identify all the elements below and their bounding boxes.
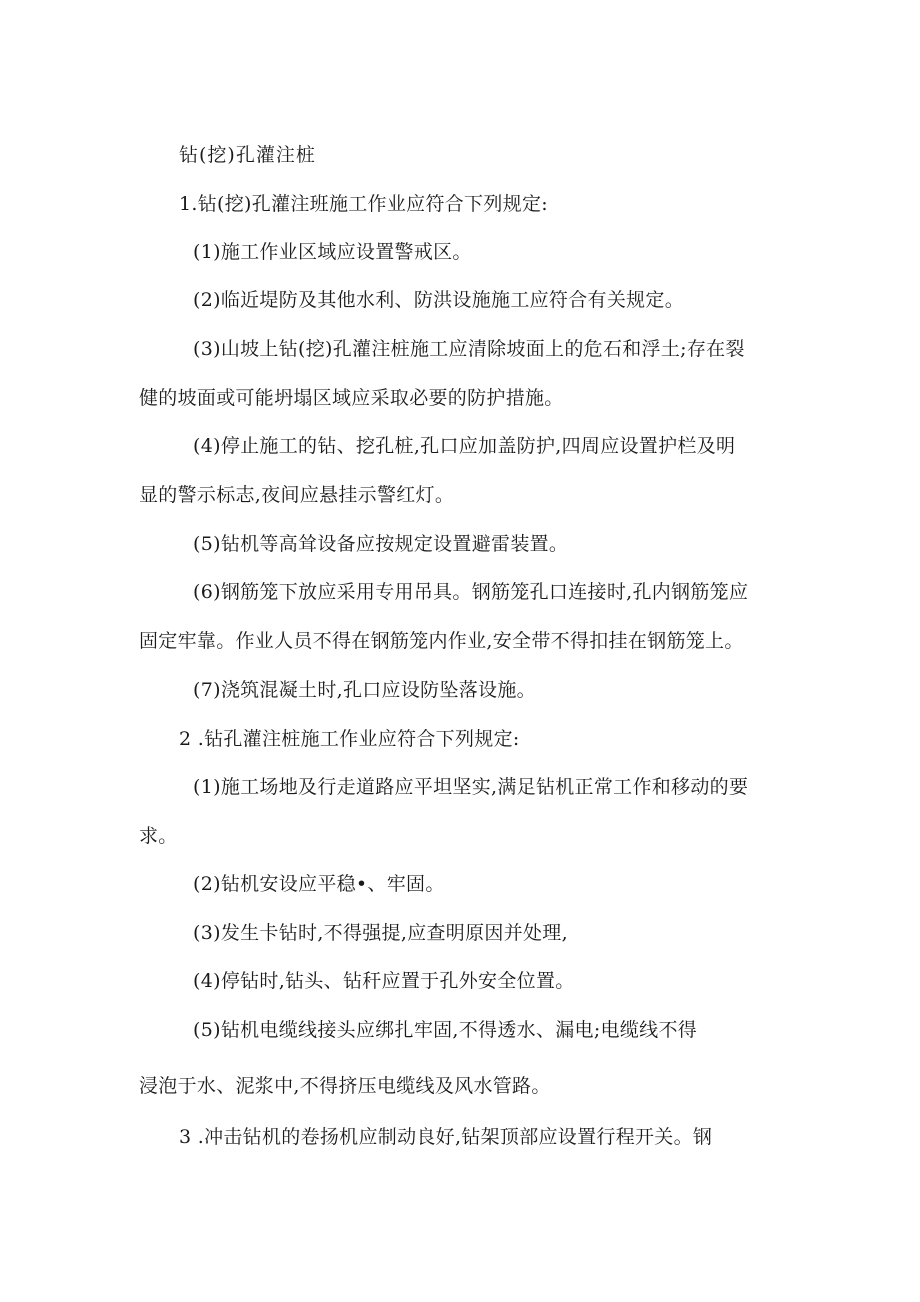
paragraph-line: 1.钻(挖)孔灌注班施工作业应符合下列规定: [179, 193, 548, 215]
paragraph-line: 求。 [139, 825, 178, 847]
paragraph-line: (5)钻机电缆线接头应绑扎牢固,不得透水、漏电;电缆线不得 [193, 1019, 698, 1041]
paragraph-line: (2)钻机安设应平稳•、牢固。 [193, 873, 445, 895]
paragraph-line: 健的坡面或可能坍塌区域应采取必要的防护措施。 [139, 387, 564, 409]
paragraph-line: (5)钻机等高耸设备应按规定设置避雷装置。 [193, 533, 569, 555]
paragraph-line: (1)施工场地及行走道路应平坦坚实,满足钻机正常工作和移动的要 [193, 776, 749, 798]
paragraph-line: (3)山坡上钻(挖)孔灌注桩施工应清除坡面上的危石和浮土;存在裂 [193, 338, 745, 360]
paragraph-line: (6)钢筋笼下放应采用专用吊具。钢筋笼孔口连接时,孔内钢筋笼应 [193, 581, 749, 603]
paragraph-line: (4)停止施工的钻、挖孔桩,孔口应加盖防护,四周应设置护栏及明 [193, 435, 736, 457]
paragraph-line: 3 .冲击钻机的卷扬机应制动良好,钻架顶部应设置行程开关。钢 [179, 1126, 713, 1148]
paragraph-line: (3)发生卡钻时,不得强提,应查明原因并处理, [193, 922, 568, 944]
section-title: 钻(挖)孔灌注桩 [179, 144, 316, 166]
paragraph-line: (7)浇筑混凝土时,孔口应设防坠落设施。 [193, 679, 536, 701]
paragraph-line: 浸泡于水、泥浆中,不得挤压电缆线及风水管路。 [139, 1075, 551, 1097]
paragraph-line: (4)停钻时,钻头、钻秆应置于孔外安全位置。 [193, 970, 575, 992]
paragraph-line: 显的警示标志,夜间应悬挂示警红灯。 [139, 484, 455, 506]
paragraph-line: 固定牢靠。作业人员不得在钢筋笼内作业,安全带不得扣挂在钢筋笼上。 [139, 630, 744, 652]
paragraph-line: (2)临近堤防及其他水利、防洪设施施工应符合有关规定。 [193, 289, 685, 311]
paragraph-line: (1)施工作业区域应设置警戒区。 [193, 241, 472, 263]
paragraph-line: 2 .钻孔灌注桩施工作业应符合下列规定: [179, 728, 520, 750]
